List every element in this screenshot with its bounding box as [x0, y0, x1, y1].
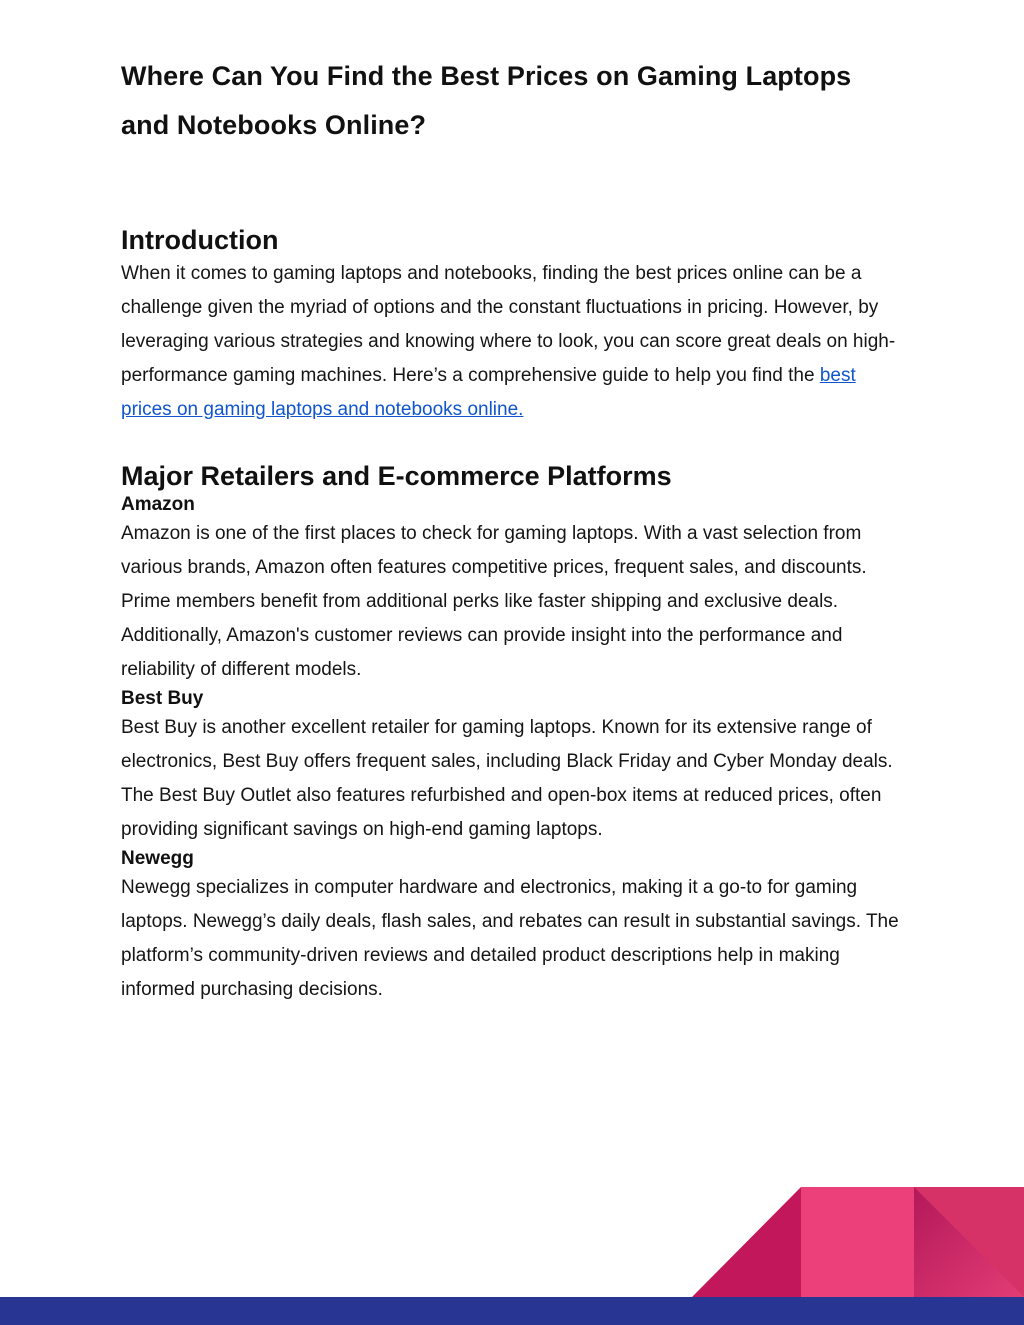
introduction-paragraph: [121, 257, 911, 427]
footer-triangle-dark: [692, 1187, 801, 1297]
footer-bar: [0, 1297, 1024, 1325]
retailer-description-amazon: Amazon is one of the first places to check for gaming laptops. With a vast selection from various brands, Amazon often features competitive prices, frequent sales, and discounts. Prime members benefit from additional perks like faster shipping and exclusive deals. Additionally, Amazon's customer reviews can provide insight into the performance and reliability of different models.: [121, 523, 867, 680]
retailer-description-newegg: Newegg specializes in computer hardware and electronics, making it a go-to for gaming laptops. Newegg’s daily deals, flash sales, and rebates can result in substantial savings. The platform’s community-driven reviews and detailed product descriptions help in making informed purchasing decisions.: [121, 877, 899, 1000]
introduction-text: When it comes to gaming laptops and notebooks, finding the best prices online can be a challenge given the myriad of options and the constant fluctuations in pricing. However, by leveraging various strategies and knowing where to look, you can score great deals on high-performance gaming machines. Here’s a comprehensive guide to help you find the: [121, 263, 896, 386]
retailer-heading-amazon: Amazon: [121, 494, 195, 515]
retailer-heading-newegg: Newegg: [121, 848, 194, 869]
best-prices-link[interactable]: best prices on gaming laptops and notebooks online.: [121, 365, 856, 420]
retailer-description-best-buy: Best Buy is another excellent retailer for gaming laptops. Known for its extensive range of electronics, Best Buy offers frequent sales, including Black Friday and Cyber Monday deals. The Best Buy Outlet also features refurbished and open-box items at reduced prices, often providing significant savings on high-end gaming laptops.: [121, 717, 893, 840]
document-content: [121, 52, 911, 1007]
document-title-line-2: and Notebooks Online?: [121, 110, 427, 140]
footer-triangle-shade: [914, 1187, 1024, 1297]
document-title-line-1: Where Can You Find the Best Prices on Gaming Laptops: [121, 61, 852, 91]
footer-square-light: [801, 1187, 914, 1297]
major-retailers-heading: Major Retailers and E-commerce Platforms: [121, 461, 672, 491]
footer-square-right: [914, 1187, 1024, 1297]
document-title: [121, 52, 911, 150]
retailer-heading-best-buy: Best Buy: [121, 688, 204, 709]
introduction-heading: Introduction: [121, 225, 279, 255]
